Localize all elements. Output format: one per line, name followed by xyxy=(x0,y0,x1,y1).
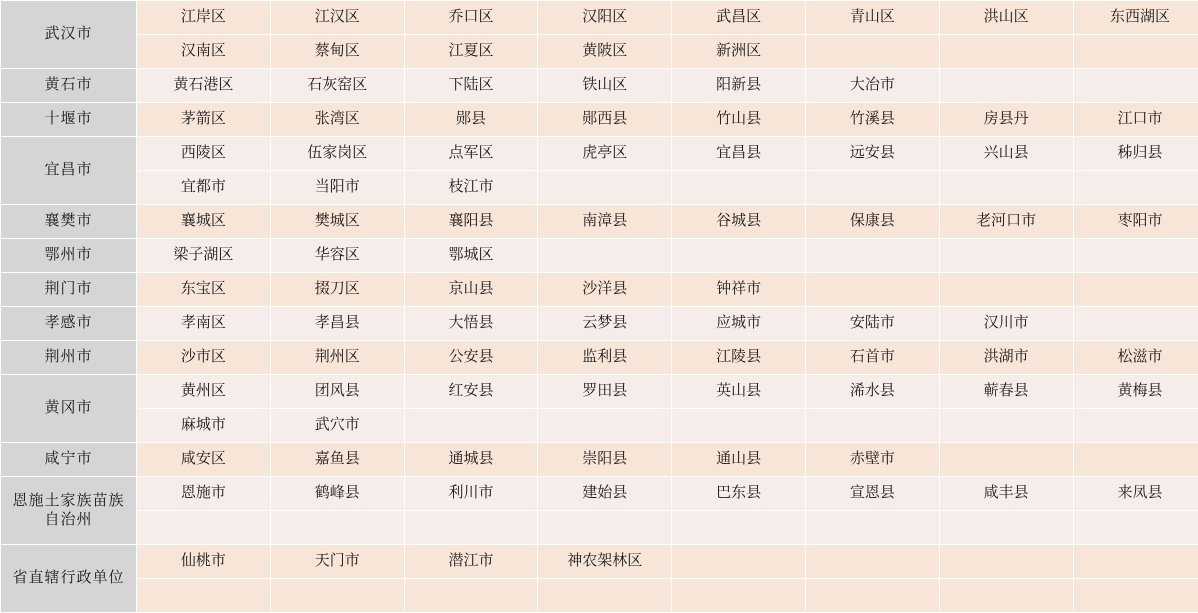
county-cell: 应城市 xyxy=(672,307,806,341)
county-cell: 武穴市 xyxy=(270,409,404,443)
city-label: 咸宁市 xyxy=(1,450,136,469)
county-cell: 黄州区 xyxy=(137,375,271,409)
city-label: 鄂州市 xyxy=(1,246,136,265)
county-cell: 枣阳市 xyxy=(1073,205,1198,239)
table-body xyxy=(1,1,1198,613)
county-cell: 通城县 xyxy=(404,443,538,477)
county-cell-empty xyxy=(939,579,1073,613)
county-cell: 黄梅县 xyxy=(1073,375,1198,409)
county-cell-empty xyxy=(672,579,806,613)
county-cell-empty xyxy=(672,511,806,545)
table-row xyxy=(1,443,1198,477)
county-cell: 当阳市 xyxy=(270,171,404,205)
county-cell-empty xyxy=(672,409,806,443)
county-cell-empty xyxy=(939,273,1073,307)
county-cell: 华容区 xyxy=(270,239,404,273)
county-cell-empty xyxy=(939,69,1073,103)
county-cell: 公安县 xyxy=(404,341,538,375)
county-cell: 黄石港区 xyxy=(137,69,271,103)
city-cell xyxy=(1,1,137,69)
county-cell-empty xyxy=(1073,443,1198,477)
county-cell: 西陵区 xyxy=(137,137,271,171)
county-cell: 红安县 xyxy=(404,375,538,409)
table-row xyxy=(1,307,1198,341)
county-cell: 洪山区 xyxy=(939,1,1073,35)
county-cell: 蔡甸区 xyxy=(270,35,404,69)
table-row xyxy=(1,341,1198,375)
county-cell: 仙桃市 xyxy=(137,545,271,579)
city-cell xyxy=(1,239,137,273)
county-cell: 东西湖区 xyxy=(1073,1,1198,35)
county-cell: 点军区 xyxy=(404,137,538,171)
county-cell-empty xyxy=(404,511,538,545)
county-cell: 汉南区 xyxy=(137,35,271,69)
county-cell: 监利县 xyxy=(538,341,672,375)
city-label: 孝感市 xyxy=(1,314,136,333)
county-cell: 建始县 xyxy=(538,477,672,511)
county-cell: 团风县 xyxy=(270,375,404,409)
city-cell xyxy=(1,273,137,307)
county-cell: 青山区 xyxy=(805,1,939,35)
county-cell: 乔口区 xyxy=(404,1,538,35)
county-cell: 谷城县 xyxy=(672,205,806,239)
county-cell: 虎亭区 xyxy=(538,137,672,171)
county-cell: 远安县 xyxy=(805,137,939,171)
county-cell: 武昌区 xyxy=(672,1,806,35)
city-label: 襄樊市 xyxy=(1,212,136,231)
county-cell-empty xyxy=(805,171,939,205)
county-cell: 鄂城区 xyxy=(404,239,538,273)
city-cell xyxy=(1,205,137,239)
county-cell: 枝江市 xyxy=(404,171,538,205)
city-label: 宜昌市 xyxy=(1,161,136,180)
city-label: 省直辖行政单位 xyxy=(1,569,136,588)
county-cell: 南漳县 xyxy=(538,205,672,239)
table-row xyxy=(1,1,1198,35)
city-cell xyxy=(1,307,137,341)
county-cell-empty xyxy=(672,171,806,205)
county-cell-empty xyxy=(1073,239,1198,273)
county-cell: 来凤县 xyxy=(1073,477,1198,511)
county-cell: 老河口市 xyxy=(939,205,1073,239)
county-cell: 宜都市 xyxy=(137,171,271,205)
county-cell: 蕲春县 xyxy=(939,375,1073,409)
city-label: 黄石市 xyxy=(1,76,136,95)
table-row xyxy=(1,239,1198,273)
county-cell: 掇刀区 xyxy=(270,273,404,307)
county-cell: 安陆市 xyxy=(805,307,939,341)
county-cell-empty xyxy=(1073,545,1198,579)
county-cell-empty xyxy=(1073,511,1198,545)
county-cell: 宣恩县 xyxy=(805,477,939,511)
county-cell: 利川市 xyxy=(404,477,538,511)
county-cell: 汉阳区 xyxy=(538,1,672,35)
county-cell: 黄陂区 xyxy=(538,35,672,69)
county-cell: 大悟县 xyxy=(404,307,538,341)
county-cell: 兴山县 xyxy=(939,137,1073,171)
county-cell-empty xyxy=(805,545,939,579)
county-cell: 赤壁市 xyxy=(805,443,939,477)
table-row xyxy=(1,103,1198,137)
county-cell: 梁子湖区 xyxy=(137,239,271,273)
county-cell: 云梦县 xyxy=(538,307,672,341)
county-cell: 铁山区 xyxy=(538,69,672,103)
county-cell-empty xyxy=(1073,69,1198,103)
county-cell-empty xyxy=(672,239,806,273)
county-cell: 宜昌县 xyxy=(672,137,806,171)
county-cell: 神农架林区 xyxy=(538,545,672,579)
county-cell: 新洲区 xyxy=(672,35,806,69)
county-cell-empty xyxy=(1073,273,1198,307)
county-cell: 通山县 xyxy=(672,443,806,477)
county-cell-empty xyxy=(939,35,1073,69)
county-cell: 孝昌县 xyxy=(270,307,404,341)
county-cell: 咸丰县 xyxy=(939,477,1073,511)
county-cell: 江陵县 xyxy=(672,341,806,375)
county-cell-empty xyxy=(805,511,939,545)
county-cell: 竹山县 xyxy=(672,103,806,137)
city-cell xyxy=(1,443,137,477)
table-row xyxy=(1,409,1198,443)
county-cell: 巴东县 xyxy=(672,477,806,511)
county-cell: 石首市 xyxy=(805,341,939,375)
county-cell-empty xyxy=(538,171,672,205)
city-label: 十堰市 xyxy=(1,110,136,129)
county-cell: 郧西县 xyxy=(538,103,672,137)
county-cell: 钟祥市 xyxy=(672,273,806,307)
city-label: 黄冈市 xyxy=(1,399,136,418)
county-cell: 竹溪县 xyxy=(805,103,939,137)
county-cell-empty xyxy=(270,511,404,545)
county-cell: 嘉鱼县 xyxy=(270,443,404,477)
county-cell: 阳新县 xyxy=(672,69,806,103)
county-cell: 江口市 xyxy=(1073,103,1198,137)
city-cell xyxy=(1,69,137,103)
county-cell-empty xyxy=(805,409,939,443)
county-cell: 麻城市 xyxy=(137,409,271,443)
county-cell: 郧县 xyxy=(404,103,538,137)
county-cell: 汉川市 xyxy=(939,307,1073,341)
county-cell: 沙市区 xyxy=(137,341,271,375)
county-cell-empty xyxy=(137,579,271,613)
county-cell: 英山县 xyxy=(672,375,806,409)
county-cell-empty xyxy=(137,511,271,545)
county-cell: 石灰窑区 xyxy=(270,69,404,103)
county-cell-empty xyxy=(270,579,404,613)
county-cell: 大冶市 xyxy=(805,69,939,103)
county-cell-empty xyxy=(404,409,538,443)
table-row xyxy=(1,69,1198,103)
county-cell-empty xyxy=(939,239,1073,273)
county-cell: 洪湖市 xyxy=(939,341,1073,375)
county-cell-empty xyxy=(538,239,672,273)
city-label: 荆州市 xyxy=(1,348,136,367)
table-row xyxy=(1,579,1198,613)
county-cell: 张湾区 xyxy=(270,103,404,137)
table-row xyxy=(1,477,1198,511)
table-row xyxy=(1,545,1198,579)
city-label: 武汉市 xyxy=(1,25,136,44)
table-row xyxy=(1,171,1198,205)
county-cell: 房县丹 xyxy=(939,103,1073,137)
county-cell: 襄阳县 xyxy=(404,205,538,239)
county-cell: 襄城区 xyxy=(137,205,271,239)
city-cell xyxy=(1,137,137,205)
county-cell: 松滋市 xyxy=(1073,341,1198,375)
county-cell: 孝南区 xyxy=(137,307,271,341)
city-label: 荆门市 xyxy=(1,280,136,299)
county-cell-empty xyxy=(404,579,538,613)
county-cell-empty xyxy=(805,273,939,307)
county-cell-empty xyxy=(1073,409,1198,443)
county-cell-empty xyxy=(538,579,672,613)
county-cell-empty xyxy=(1073,307,1198,341)
county-cell: 潜江市 xyxy=(404,545,538,579)
county-cell-empty xyxy=(805,35,939,69)
county-cell: 樊城区 xyxy=(270,205,404,239)
table-row xyxy=(1,205,1198,239)
county-cell-empty xyxy=(939,443,1073,477)
county-cell-empty xyxy=(1073,579,1198,613)
county-cell-empty xyxy=(538,511,672,545)
county-cell-empty xyxy=(672,545,806,579)
county-cell-empty xyxy=(939,409,1073,443)
table-row xyxy=(1,137,1198,171)
city-cell xyxy=(1,477,137,545)
county-cell-empty xyxy=(1073,35,1198,69)
table-row xyxy=(1,375,1198,409)
county-cell: 罗田县 xyxy=(538,375,672,409)
county-cell: 京山县 xyxy=(404,273,538,307)
county-cell: 保康县 xyxy=(805,205,939,239)
county-cell: 江岸区 xyxy=(137,1,271,35)
county-cell: 下陆区 xyxy=(404,69,538,103)
county-cell: 咸安区 xyxy=(137,443,271,477)
county-cell-empty xyxy=(805,579,939,613)
county-cell: 沙洋县 xyxy=(538,273,672,307)
city-cell xyxy=(1,103,137,137)
city-cell xyxy=(1,545,137,613)
table-row xyxy=(1,511,1198,545)
county-cell-empty xyxy=(538,409,672,443)
county-cell: 鹤峰县 xyxy=(270,477,404,511)
county-cell-empty xyxy=(939,545,1073,579)
table-row xyxy=(1,273,1198,307)
county-cell: 恩施市 xyxy=(137,477,271,511)
county-cell: 崇阳县 xyxy=(538,443,672,477)
county-cell: 江汉区 xyxy=(270,1,404,35)
county-cell-empty xyxy=(939,511,1073,545)
county-cell-empty xyxy=(805,239,939,273)
county-cell: 天门市 xyxy=(270,545,404,579)
county-cell: 茅箭区 xyxy=(137,103,271,137)
county-cell: 伍家岗区 xyxy=(270,137,404,171)
county-cell: 东宝区 xyxy=(137,273,271,307)
county-cell: 浠水县 xyxy=(805,375,939,409)
county-cell: 江夏区 xyxy=(404,35,538,69)
county-cell-empty xyxy=(939,171,1073,205)
city-cell xyxy=(1,341,137,375)
city-cell xyxy=(1,375,137,443)
city-label: 恩施土家族苗族自治州 xyxy=(1,492,136,530)
county-cell-empty xyxy=(1073,171,1198,205)
county-cell: 荆州区 xyxy=(270,341,404,375)
table-row xyxy=(1,35,1198,69)
county-cell: 秭归县 xyxy=(1073,137,1198,171)
